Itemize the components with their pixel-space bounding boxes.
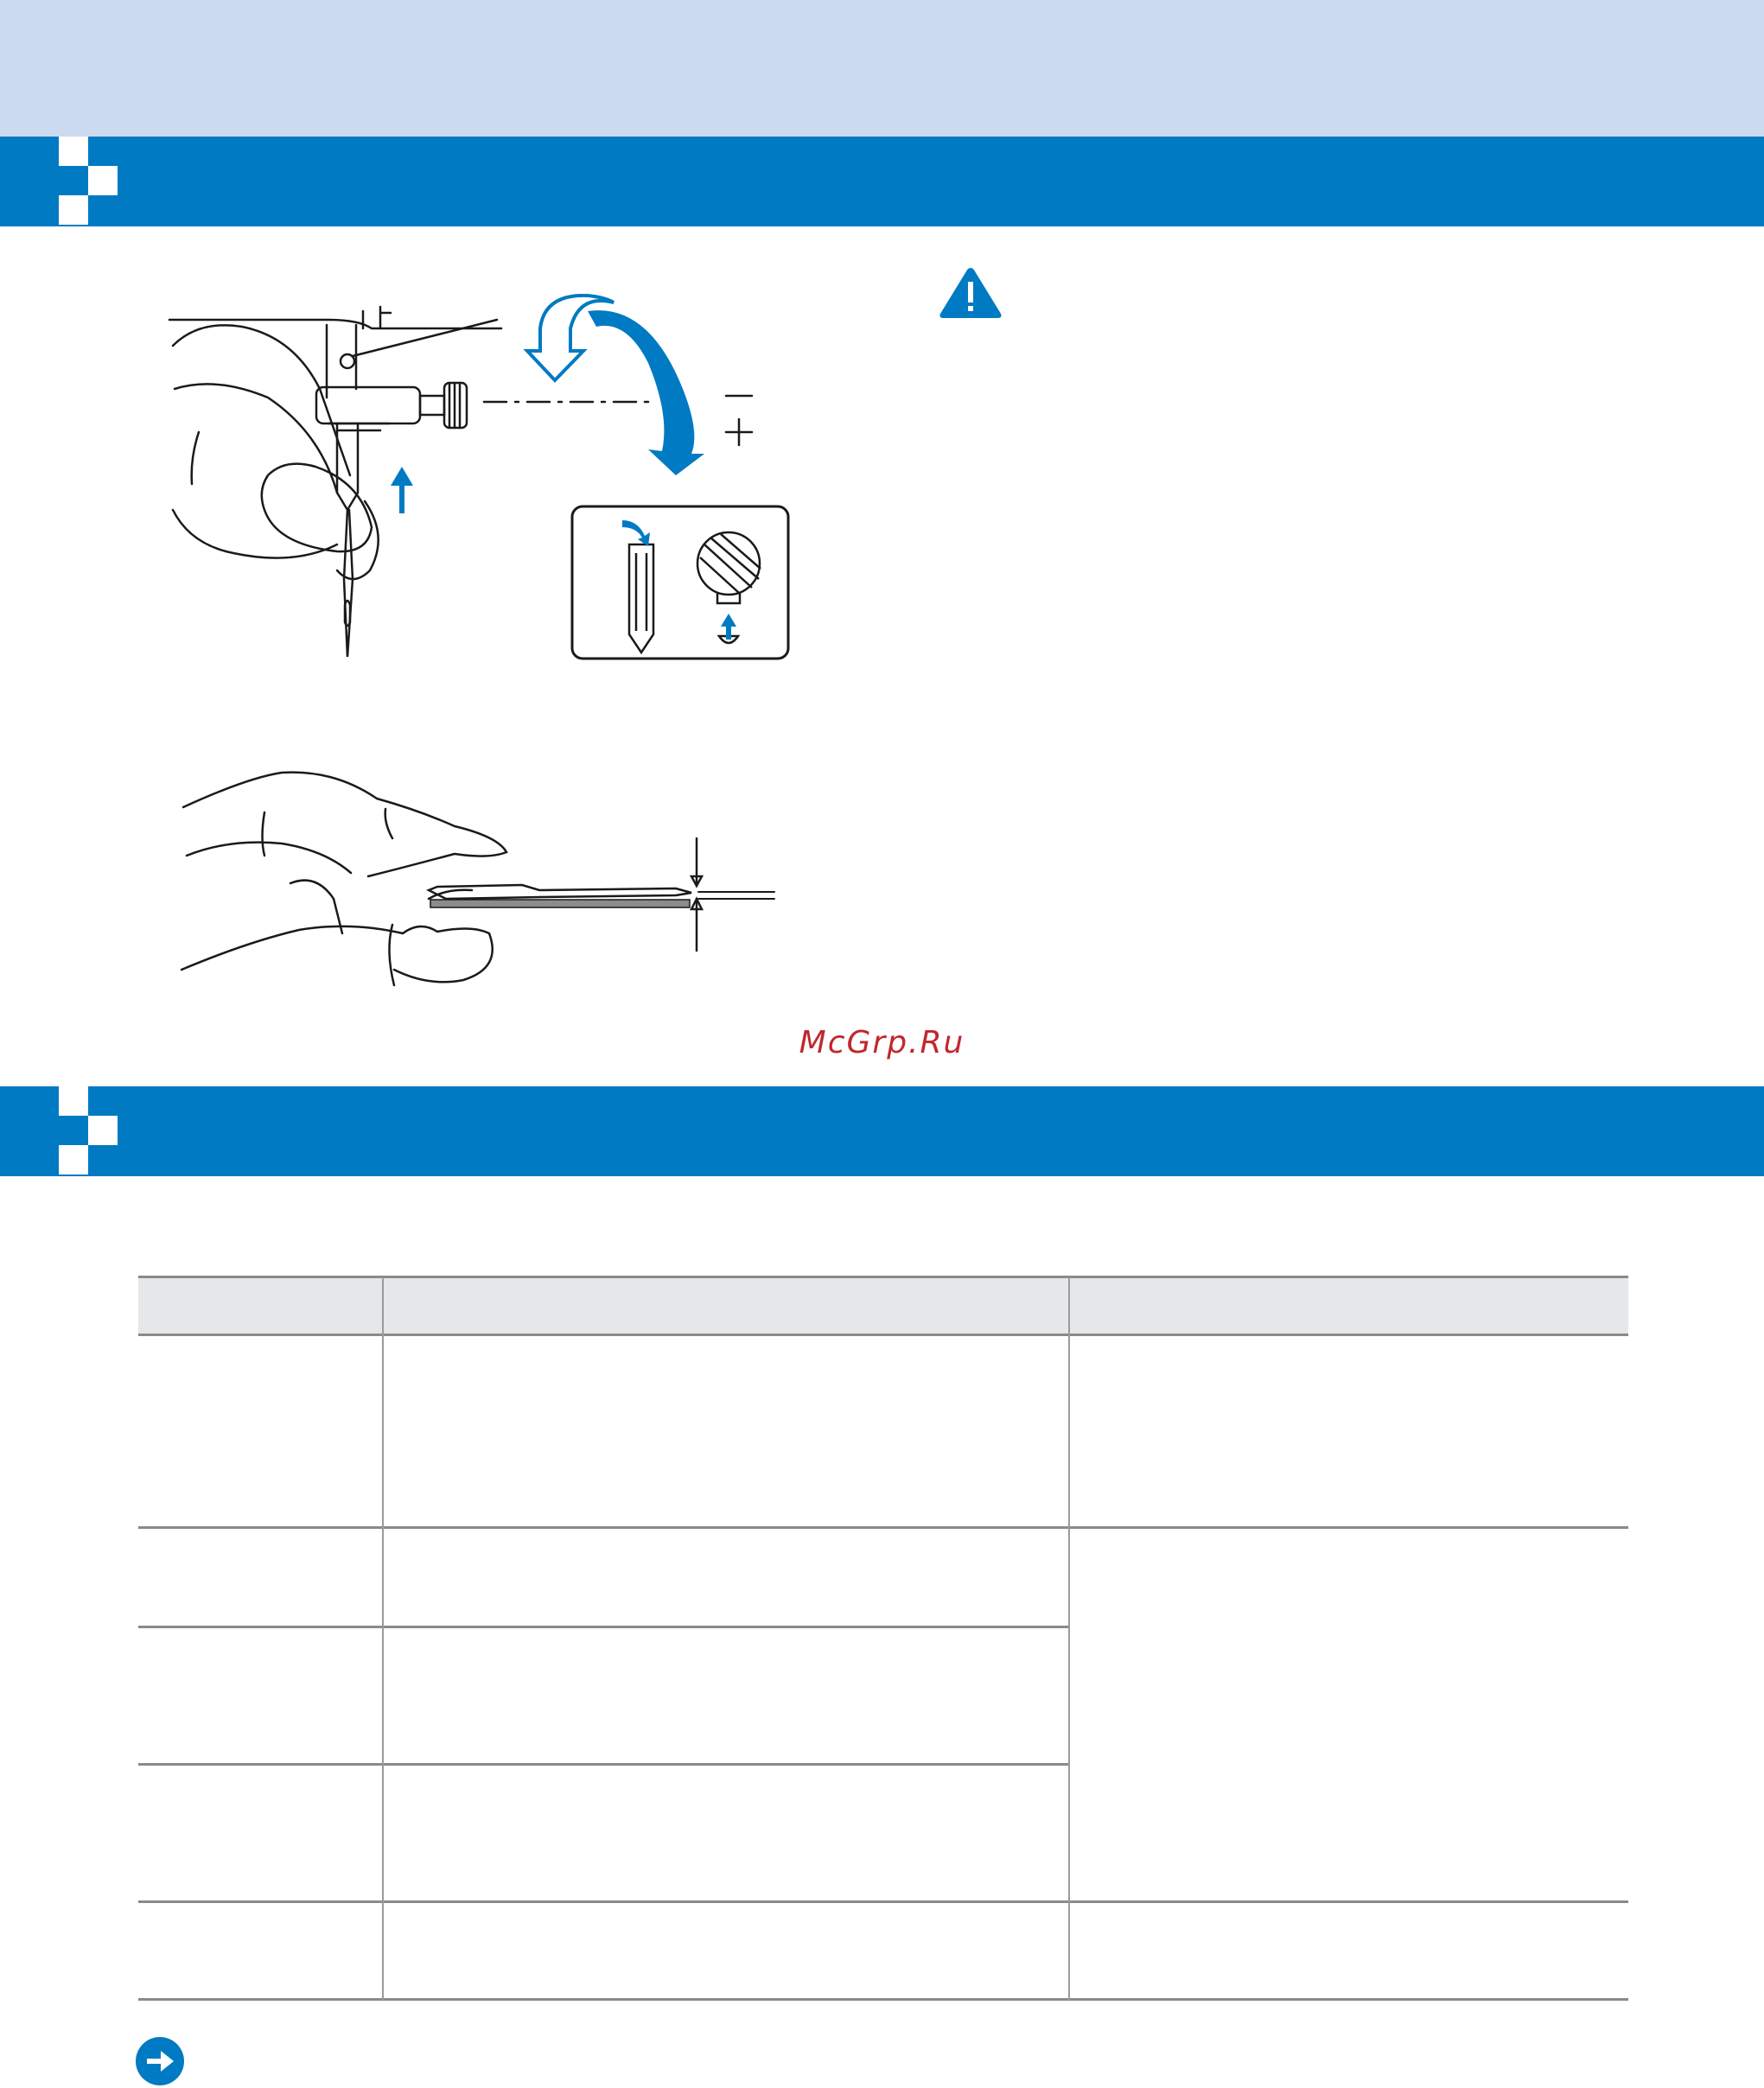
table-rule bbox=[138, 1334, 1628, 1336]
section-header-bar bbox=[0, 1086, 1764, 1176]
table-rule bbox=[138, 1998, 1628, 2001]
needle-insertion-illustration bbox=[164, 294, 804, 674]
checker-square bbox=[88, 1116, 118, 1145]
table-rule bbox=[138, 1763, 1069, 1766]
table-rule bbox=[138, 1276, 1628, 1278]
table-rule bbox=[138, 1626, 1069, 1628]
watermark: McGrp.Ru bbox=[799, 1025, 965, 1060]
table-header-row bbox=[138, 1277, 1628, 1334]
arrow-circle-icon bbox=[135, 2036, 185, 2086]
needle-check-illustration bbox=[178, 769, 783, 994]
table-rule bbox=[138, 1900, 1628, 1903]
checker-square bbox=[88, 166, 118, 195]
checker-square bbox=[59, 1086, 88, 1116]
checker-square bbox=[59, 1145, 88, 1174]
section-header-bar bbox=[0, 137, 1764, 226]
warning-triangle-icon bbox=[939, 266, 1003, 320]
checker-square bbox=[59, 137, 88, 166]
checker-square bbox=[59, 195, 88, 225]
table-column-divider bbox=[1068, 1277, 1070, 2000]
top-header-band bbox=[0, 0, 1764, 137]
table-column-divider bbox=[382, 1277, 384, 2000]
table-rule bbox=[138, 1526, 1628, 1529]
